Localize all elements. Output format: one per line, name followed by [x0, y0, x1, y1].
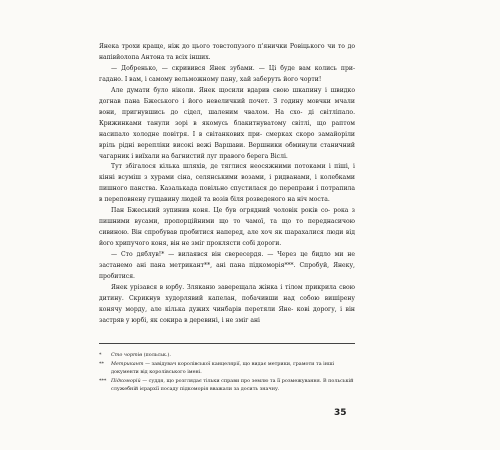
paragraph [99, 86, 355, 163]
paragraph [99, 206, 355, 250]
text-line: не застанемо ані пана метрикант**, ані пана підкоморія***. Спробуй, [99, 251, 355, 270]
text-line: — Добренько, — скривився Янек зубами. — Ці буде вам колись при- [111, 64, 355, 72]
page-number: 35 [334, 408, 347, 418]
footnote [99, 360, 355, 377]
paragraph [99, 283, 355, 327]
footnote-text [111, 377, 355, 394]
text-line: Тут збігалося кілька шляхів, де тяглися неосяжними потоками [111, 163, 326, 171]
text-line: свою дитину. Скрикнув худорлявий капелан, побачивши над собою [99, 283, 355, 302]
text-line: Янеку, пробитися. [99, 262, 355, 281]
footnote-text [111, 360, 355, 377]
footnote-term: Підкоморій [111, 377, 141, 384]
footnote [99, 351, 355, 360]
text-line: правого берега Віслі. [219, 152, 288, 160]
paragraph [99, 250, 355, 283]
text-line: розведеного на ніч моста. [245, 196, 330, 204]
text-line: Але думати було ніколи. Янек щосили вдарив свою шкапину [111, 86, 322, 94]
text-line: Янек урізався в юрбу. Зляканю заверещала жінка і тілом прикрила [111, 283, 337, 291]
body-text [99, 42, 355, 327]
text-line: вишірену конячу морду, але кілька дужих чинбарів перетяли Яне- [99, 294, 356, 313]
text-line: Вершники обминули станичний чагарник і виїхали на багнистий луг [99, 141, 355, 160]
footnote-mark: ** [99, 360, 104, 367]
text-line: гадано. І вам, і самому вельможному пану, хай заберуть його чорти! [99, 75, 322, 83]
footnote [99, 377, 355, 394]
footnote-definition: — завідувач королівської канцелярії, що видає метрики, грамоти та інші документи від королівського імені. [111, 360, 335, 375]
footnote-term: Сто чортів [111, 352, 143, 358]
footnote-term: Метрикант [111, 360, 144, 367]
text-line: і колебками пишного панства. Казалькада повільно спустилася до [99, 174, 355, 193]
footnote-definition: — суддя, що розглядає тільки справи про землю та її розмежування. В польській служебній ієрархії посаду підкоморія вважали за досить значну. [111, 377, 354, 392]
footnote-text [111, 351, 355, 360]
text-line: рока з пишними вусами, пропорційними що то чамої, та що то [99, 207, 355, 226]
footnote-mark: * [99, 352, 102, 358]
paragraph [99, 42, 355, 64]
text-line: переднасичою сивиною. Він спробував пробитися наперед, але хоч [99, 218, 355, 237]
paragraph [99, 162, 355, 206]
text-line: і піші, і кінні всуміш з хурами сіна, селянськими возами, і ридванами, [99, 163, 355, 182]
text-line: кові дорогу, і він застряв у юрбі, як сокира в деревині, і не зміг ані [99, 305, 355, 324]
text-line: — Сто дяблув!* — вилаявся він свересердя. — Через це бидло ми [111, 251, 344, 259]
text-line: Янека трохи краще, ніж до цього товстопузого п'янички Ровіцького [99, 43, 325, 50]
paragraph [99, 64, 355, 86]
text-line: смерках скоро замайоріли вріль рідні верепліки високі вежі Варшави. [99, 130, 355, 149]
text-line: чи то до напівйолопа Антона та всіх інших. [99, 43, 355, 61]
text-line: переправи і потрапила в переповнену гущавину людей та возів біля [99, 185, 356, 204]
footnotes [99, 351, 355, 394]
text-line: Пан Бжеський зупинив коня. Це був огрядний чоловік років со- [111, 207, 331, 215]
text-line: ді світліпало. Крижинками танули зорі в якомусь блакитнуватому [99, 108, 356, 127]
footnote-mark: *** [99, 377, 107, 384]
footnote-separator [99, 343, 355, 344]
text-line: мовчки мчали вони, пригнувшись до сідел, шаленим чвалом. На схо- [99, 97, 355, 116]
text-line: як шарахалися люди від його хрипучого коня, він не зміг проклясти [99, 229, 356, 248]
text-line: собі дороги. [242, 240, 282, 248]
text-line: світлі, що раптом насипало холодне повітря. І в світанкових при- [99, 119, 356, 138]
footnote-definition: (польськ.). [142, 352, 171, 358]
text-line: і швидко догнав пана Бжеського і його невеличкий почет. З годину [99, 86, 355, 105]
